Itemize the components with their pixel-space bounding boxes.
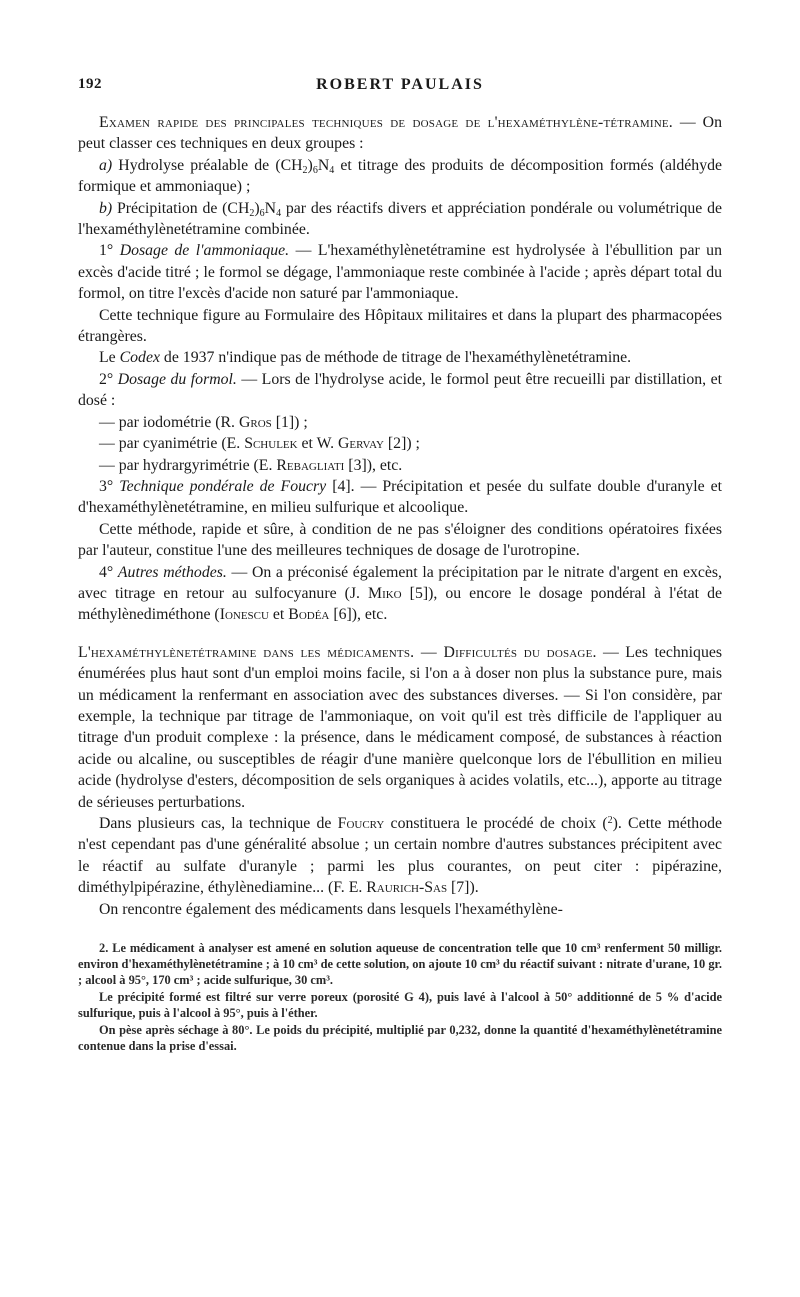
author-name: Bodéa [288, 606, 330, 624]
codex-paragraph [78, 347, 722, 368]
text-span: constituera le procédé de choix ( [384, 815, 608, 832]
author-name: Foucry [337, 815, 385, 832]
footnote-2-continued: Le précipité formé est filtré sur verre poreux (porosité G 4), puis lavé à l'alcool à 50° additionné de 5 % d'acide sulfurique, puis à l'alcool à 95°, puis à l'éther. [78, 990, 722, 1021]
text-span: [7]). [447, 879, 479, 897]
other-methods-paragraph [78, 562, 722, 626]
method-b-paragraph [78, 198, 722, 241]
method-a-label: a) [99, 156, 113, 174]
item-number: 2° [99, 370, 118, 388]
text-span: — par iodométrie (R. [99, 413, 239, 431]
document-page [78, 74, 722, 1055]
body-text [78, 112, 722, 920]
foucry-title: Technique pondérale de Foucry [119, 477, 327, 495]
section-heading-2: L'hexaméthylènetétramine dans les médicaments. — Difficultés du dosage. [78, 643, 597, 661]
text-span: [3]), etc. [344, 456, 403, 474]
ammonia-paragraph [78, 240, 722, 304]
dash-item-iodometry [78, 412, 722, 433]
ammonia-title: Dosage de l'ammoniaque. [119, 242, 290, 260]
text-span: [1]) ; [271, 413, 308, 431]
text-span: [5]), ou encore le dosage pondéral à l'état de méthylènediméthone ( [78, 584, 722, 624]
author-name: Gervay [337, 435, 384, 453]
author-name: Rebagliati [276, 456, 345, 474]
subscript: 6 [312, 164, 318, 176]
foucry-choice-paragraph [78, 813, 722, 899]
text-span: Dans plusieurs cas, la technique de [99, 815, 338, 832]
section-heading-1: Examen rapide des principales techniques de dosage de l'hexaméthylène-tétramine. [99, 114, 673, 131]
text-span: ). Cette méthode n'est cependant pas d'une généralité absolue ; un certain nombre d'autres substances précipitent avec le réactif au sulfate d'uranyle ; parmi les plus courantes, on peut citer : pipérazine, diméthylpipérazine, éthylènediamine... (F. E. [78, 815, 723, 897]
running-head [78, 74, 722, 100]
text-span: Précipitation de (CH [112, 199, 250, 217]
section-heading-1-paragraph [78, 112, 722, 155]
text-span: — par cyanimétrie (E. [99, 435, 245, 453]
text-span: — par hydrargyrimétrie (E. [99, 456, 277, 474]
dash-item-cyanimetry [78, 433, 722, 454]
text-span: — Lors de l'hydrolyse acide, le formol peut être recueilli par distillation, et dosé : [78, 370, 722, 410]
footnotes [78, 940, 722, 1054]
item-number: 4° [99, 563, 118, 581]
text-span: ) [254, 199, 260, 217]
subscript: 2 [249, 207, 255, 219]
text-span: de 1937 n'indique pas de méthode de titrage de l'hexaméthylènetétramine. [159, 349, 632, 367]
subscript: 6 [259, 207, 265, 219]
section-1-intro: — On peut classer ces techniques en deux groupes : [78, 114, 722, 153]
text-span: et W. [297, 435, 338, 453]
running-title: ROBERT PAULAIS [316, 76, 484, 93]
page-number: 192 [78, 76, 102, 92]
dash-item-hydrargyrimetry [78, 455, 722, 476]
text-span: [6]), etc. [329, 606, 388, 624]
author-name: Miko [368, 584, 402, 602]
text-span: Hydrolyse préalable de (CH [112, 156, 303, 174]
text-span: ) [307, 156, 313, 174]
text-span: et [268, 606, 289, 624]
text-span: [2]) ; [383, 435, 420, 453]
text-span: N [264, 199, 277, 217]
footnote-ref: 2 [607, 815, 613, 826]
text-span: — L'hexaméthylènetétramine est hydrolysée à l'ébullition par un excès d'acide titré ; le formol se dégage, l'ammoniaque reste combinée à l'acide ; après départ total du formol, on titre l'excès d'acide non saturé par l'ammoniaque. [78, 242, 722, 303]
subscript: 4 [329, 164, 335, 176]
method-a-paragraph [78, 155, 722, 198]
text-span: — Les techniques énumérées plus haut sont d'un emploi moins facile, si l'on a à doser non plus la substance pure, mais un médicament la renfermant en association avec des substances diverses. — Si l'on considère, par exemple, la technique par titrage de l'ammoniaque, on voit qu'il est très difficile de l'appliquer au titrage d'un produit complexe : la présence, dans le médicament composé, de substances à réaction acide ou alcaline, ou susceptibles de réagir d'une manière quelconque lors de l'ébullition en milieu acide (hydrolyse d'esters, décomposition de sels organiques à acides volatils, etc...), apporte au titrage de sérieuses perturbations. [78, 643, 722, 811]
closing-paragraph: On rencontre également des médicaments dans lesquels l'hexaméthylène- [99, 900, 563, 918]
text-span: par des réactifs divers et appréciation pondérale ou volumétrique de l'hexaméthylènetétramine combinée. [78, 199, 722, 239]
subscript: 4 [276, 207, 282, 219]
text-span: Le [99, 349, 120, 367]
footnote-2: 2. Le médicament à analyser est amené en solution aqueuse de concentration telle que 10 cm³ renferment 50 milligr. environ d'hexaméthylènetétramine ; à 10 cm³ de cette solution, on ajoute 10 cm³ du réactif suivant : nitrate d'urane, 10 gr. ; alcool à 95°, 170 cm³ ; acide sulfurique, 30 cm³. [78, 941, 722, 988]
text-span: N [317, 156, 330, 174]
formol-title: Dosage du formol. [117, 370, 237, 388]
subscript: 2 [302, 164, 308, 176]
author-name: Raurich-Sas [366, 879, 448, 897]
author-name: Ionescu [219, 606, 269, 624]
author-name: Schulek [244, 435, 298, 453]
hospital-formulary-paragraph: Cette technique figure au Formulaire des Hôpitaux militaires et dans la plupart des pharmacopées étrangères. [78, 306, 722, 346]
item-number: 1° [99, 242, 120, 260]
item-number: 3° [99, 477, 120, 495]
other-methods-title: Autres méthodes. [117, 563, 227, 581]
text-span: et titrage des produits de décomposition formés (aldéhyde formique et ammoniaque) ; [78, 156, 723, 196]
method-b-label: b) [99, 199, 113, 217]
footnote-2-end: On pèse après séchage à 80°. Le poids du précipité, multiplié par 0,232, donne la quantité d'hexaméthylènetétramine contenue dans la prise d'essai. [78, 1023, 722, 1054]
text-span: [4]. — Précipitation et pesée du sulfate double d'uranyle et d'hexaméthylènetétramine, en milieu sulfurique et alcoolique. [78, 477, 723, 517]
formol-paragraph [78, 369, 722, 412]
author-name: Gros [238, 413, 272, 431]
codex-title: Codex [119, 349, 160, 367]
foucry-method-paragraph: Cette méthode, rapide et sûre, à condition de ne pas s'éloigner des conditions opératoires fixées par l'auteur, constitue l'une des meilleures techniques de dosage de l'urotropine. [78, 520, 722, 560]
text-span: — On a préconisé également la précipitation par le nitrate d'argent en excès, avec titrage en retour au sulfocyanure (J. [78, 563, 722, 602]
foucry-paragraph [78, 476, 722, 519]
section-heading-2-paragraph [78, 642, 722, 813]
